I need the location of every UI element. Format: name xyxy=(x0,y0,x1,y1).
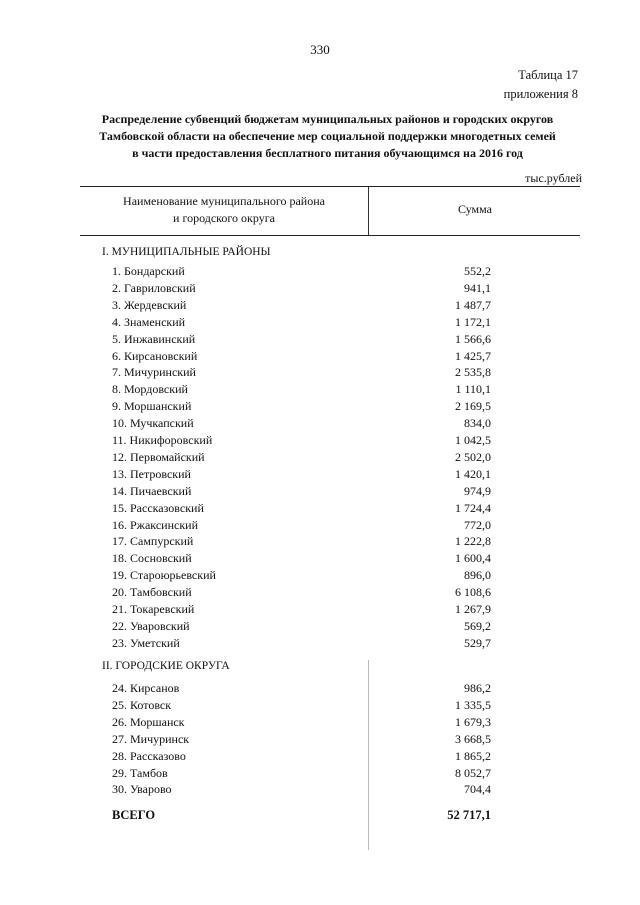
table-row xyxy=(0,349,640,366)
row-value: 1 487,7 xyxy=(455,297,491,312)
header-name-line-1: Наименование муниципального района xyxy=(123,194,325,208)
row-name: 21. Токаревский xyxy=(112,602,195,616)
table-row xyxy=(0,399,640,416)
row-value: 896,0 xyxy=(464,568,491,583)
table-row xyxy=(0,782,640,799)
table-row xyxy=(0,382,640,399)
total-value: 52 717,1 xyxy=(447,808,491,822)
table-row xyxy=(0,518,640,535)
table-row xyxy=(0,450,640,467)
row-value: 772,0 xyxy=(464,517,491,532)
table-row xyxy=(0,636,640,653)
table-row xyxy=(0,501,640,518)
row-name: 26. Моршанск xyxy=(112,714,185,729)
appendix-number: приложения 8 xyxy=(503,87,578,101)
row-value: 1 420,1 xyxy=(455,466,491,481)
row-value: 2 535,8 xyxy=(455,365,491,380)
row-name: 24. Кирсанов xyxy=(112,681,180,695)
row-name: 17. Сампурский xyxy=(112,534,194,549)
row-name: 2. Гавриловский xyxy=(112,280,196,295)
appendix-reference xyxy=(504,66,578,104)
section-municipal-districts-title: I. МУНИЦИПАЛЬНЫЕ РАЙОНЫ xyxy=(102,246,271,258)
row-name: 22. Уваровский xyxy=(112,618,190,633)
row-value: 529,7 xyxy=(464,635,491,650)
row-value: 1 335,5 xyxy=(455,697,491,712)
table-row xyxy=(0,551,640,568)
header-name-column xyxy=(80,193,368,227)
row-value: 1 865,2 xyxy=(455,748,491,763)
table-row xyxy=(0,298,640,315)
row-name: 27. Мичуринск xyxy=(112,731,190,746)
section-city-districts-title: II. ГОРОДСКИЕ ОКРУГА xyxy=(102,660,230,672)
row-name: 18. Сосновский xyxy=(112,551,192,566)
row-value: 3 668,5 xyxy=(455,731,491,746)
row-value: 1 566,6 xyxy=(455,331,491,346)
table-row xyxy=(0,715,640,732)
row-value: 834,0 xyxy=(464,416,491,431)
row-name: 7. Мичуринский xyxy=(112,365,196,380)
table-row xyxy=(0,698,640,715)
row-name: 15. Рассказовский xyxy=(112,500,204,515)
title-line-3: в части предоставления бесплатного питания обучающимся на 2016 год xyxy=(132,146,523,160)
row-name: 1. Бондарский xyxy=(112,264,185,278)
row-name: 3. Жердевский xyxy=(112,297,187,312)
row-value: 1 110,1 xyxy=(455,382,491,397)
row-name: 16. Ржаксинский xyxy=(112,517,198,532)
table-row xyxy=(0,315,640,332)
row-name: 9. Моршанский xyxy=(112,399,192,414)
row-name: 4. Знаменский xyxy=(112,314,186,329)
row-name: 29. Тамбов xyxy=(112,765,168,780)
units-label: тыс.рублей xyxy=(525,171,582,185)
row-name: 12. Первомайский xyxy=(112,449,205,464)
row-name: 23. Уметский xyxy=(112,635,180,650)
row-name: 20. Тамбовский xyxy=(112,585,192,600)
row-value: 704,4 xyxy=(464,782,491,797)
table-row xyxy=(0,568,640,585)
document-title xyxy=(70,111,585,162)
row-name: 13. Петровский xyxy=(112,466,191,481)
row-name: 8. Мордовский xyxy=(112,382,188,397)
title-line-1: Распределение субвенций бюджетам муниципальных районов и городских округов xyxy=(101,112,554,126)
table-row xyxy=(0,602,640,619)
total-label: ВСЕГО xyxy=(112,808,156,822)
header-column-divider xyxy=(368,187,369,235)
row-name: 5. Инжавинский xyxy=(112,331,196,346)
title-line-2: Тамбовской области на обеспечение мер социальной поддержки многодетных семей xyxy=(99,129,556,143)
table-row xyxy=(0,681,640,698)
row-value: 1 042,5 xyxy=(455,433,491,447)
row-value: 1 679,3 xyxy=(455,714,491,729)
row-value: 1 425,7 xyxy=(455,348,491,363)
table-row xyxy=(0,433,640,450)
row-value: 1 267,9 xyxy=(455,602,491,616)
table-row xyxy=(0,749,640,766)
row-value: 2 502,0 xyxy=(455,449,491,464)
table-number: Таблица 17 xyxy=(518,68,578,82)
row-value: 1 600,4 xyxy=(455,551,491,566)
row-name: 25. Котовск xyxy=(112,697,172,712)
row-name: 30. Уварово xyxy=(112,782,172,797)
table-row xyxy=(0,484,640,501)
row-value: 941,1 xyxy=(464,280,491,295)
table-row xyxy=(0,281,640,298)
header-name-line-2: и городского округа xyxy=(173,211,275,225)
row-value: 986,2 xyxy=(464,681,491,695)
table-row xyxy=(0,264,640,281)
row-value: 569,2 xyxy=(464,618,491,633)
table-row xyxy=(0,585,640,602)
row-value: 8 052,7 xyxy=(455,765,491,780)
row-name: 6. Кирсановский xyxy=(112,348,198,363)
row-value: 552,2 xyxy=(464,264,491,278)
table-row xyxy=(0,365,640,382)
table-row xyxy=(0,332,640,349)
table-row xyxy=(0,416,640,433)
row-name: 19. Староюрьевский xyxy=(112,568,216,583)
table-row xyxy=(0,766,640,783)
row-value: 1 222,8 xyxy=(455,534,491,549)
table-row xyxy=(0,619,640,636)
page-number: 330 xyxy=(310,42,330,57)
row-name: 28. Рассказово xyxy=(112,748,186,763)
row-value: 6 108,6 xyxy=(455,585,491,600)
header-sum-column: Сумма xyxy=(458,202,492,216)
row-value: 1 724,4 xyxy=(455,500,491,515)
table-top-rule xyxy=(80,186,580,187)
table-row xyxy=(0,732,640,749)
row-name: 10. Мучкапский xyxy=(112,416,194,431)
row-value: 2 169,5 xyxy=(455,399,491,414)
row-name: 14. Пичаевский xyxy=(112,483,192,498)
table-row xyxy=(0,534,640,551)
row-name: 11. Никифоровский xyxy=(112,433,213,447)
table-row xyxy=(0,467,640,484)
row-value: 1 172,1 xyxy=(455,314,491,329)
header-bottom-rule xyxy=(80,235,580,236)
row-value: 974,9 xyxy=(464,483,491,498)
